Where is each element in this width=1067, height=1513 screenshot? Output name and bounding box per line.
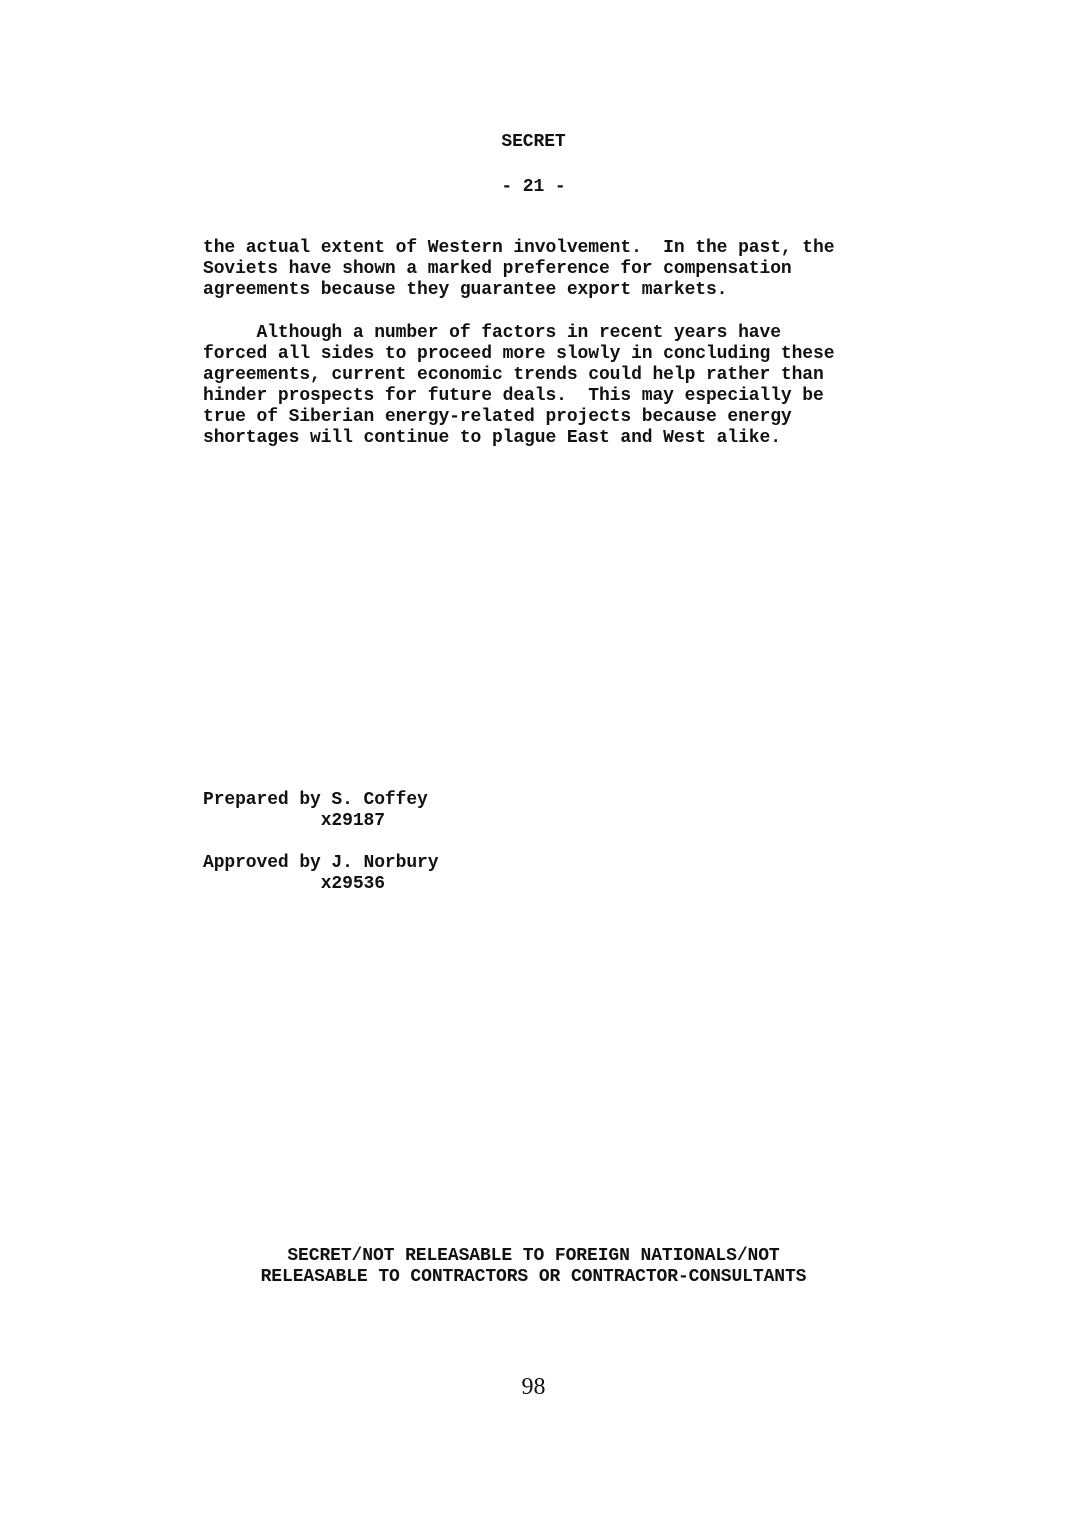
page-number-header: - 21 - — [501, 177, 566, 197]
paragraph-line: hinder prospects for future deals. This may especially be — [203, 386, 824, 406]
prepared-by-line: Prepared by S. Coffey — [203, 790, 428, 810]
footer-classification-line: RELEASABLE TO CONTRACTORS OR CONTRACTOR-CONSULTANTS — [260, 1267, 807, 1287]
body-paragraph-1 — [203, 238, 963, 301]
prepared-by-extension: x29187 — [203, 811, 385, 831]
paragraph-line: forced all sides to proceed more slowly in concluding these — [203, 344, 835, 364]
paragraph-line: agreements, current economic trends could help rather than — [203, 365, 824, 385]
paragraph-line: shortages will continue to plague East and West alike. — [203, 428, 781, 448]
header-classification-marking: SECRET — [501, 132, 566, 152]
paragraph-line: Soviets have shown a marked preference for compensation — [203, 259, 792, 279]
body-paragraph-2 — [203, 323, 963, 449]
approved-by-line: Approved by J. Norbury — [203, 853, 439, 873]
paragraph-line: true of Siberian energy-related projects because energy — [203, 407, 792, 427]
paragraph-line: Although a number of factors in recent years have — [203, 323, 781, 343]
footer-classification-line: SECRET/NOT RELEASABLE TO FOREIGN NATIONALS/NOT — [287, 1246, 780, 1266]
approved-by-block — [203, 853, 438, 895]
prepared-by-block — [203, 790, 428, 832]
archive-page-number: 98 — [521, 1374, 546, 1400]
paragraph-line: the actual extent of Western involvement. In the past, the — [203, 238, 835, 258]
footer-classification-marking — [0, 1246, 1067, 1288]
paragraph-line: agreements because they guarantee export markets. — [203, 280, 728, 300]
approved-by-extension: x29536 — [203, 874, 385, 894]
